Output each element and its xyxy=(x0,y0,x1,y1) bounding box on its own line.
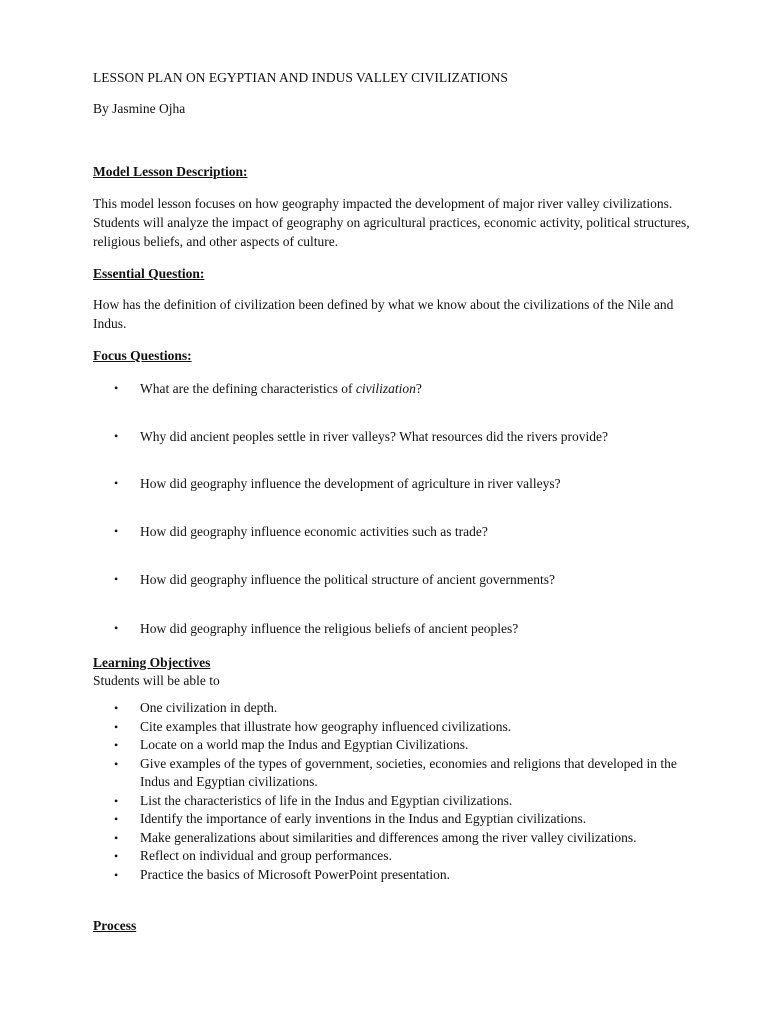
list-item xyxy=(93,570,713,589)
list-item xyxy=(93,792,683,811)
bullet-icon: • xyxy=(114,476,119,490)
list-item xyxy=(93,619,713,638)
focus-question-text: How did geography influence the development of agriculture in river valleys? xyxy=(140,476,561,491)
focus-question-text: How did geography influence the religious beliefs of ancient peoples? xyxy=(140,621,519,636)
bullet-icon: • xyxy=(114,738,119,752)
objective-text: Reflect on individual and group performances. xyxy=(140,848,392,863)
bullet-icon: • xyxy=(114,867,119,882)
document-title: LESSON PLAN ON EGYPTIAN AND INDUS VALLEY CIVILIZATIONS xyxy=(93,70,508,85)
list-item xyxy=(93,427,713,446)
objective-text: Locate on a world map the Indus and Egyptian Civilizations. xyxy=(140,737,469,752)
focus-question-text: How did geography influence economic activities such as trade? xyxy=(140,524,488,539)
bullet-icon: • xyxy=(114,793,119,808)
document-author: By Jasmine Ojha xyxy=(93,101,186,116)
objective-text: One civilization in depth. xyxy=(140,700,278,715)
process-heading: Process xyxy=(93,918,137,933)
focus-question-text: How did geography influence the political structure of ancient governments? xyxy=(140,572,555,587)
objective-text: Give examples of the types of government, societies, economies and religions that developed in the Indus and Egyptian civilizations. xyxy=(140,755,677,789)
objective-text: Cite examples that illustrate how geography influenced civilizations. xyxy=(140,718,512,734)
list-item xyxy=(93,847,683,866)
bullet-icon: • xyxy=(114,381,119,395)
list-item xyxy=(93,829,683,848)
objective-text: Make generalizations about similarities and differences among the river valley civilizations. xyxy=(140,829,637,845)
focus-questions-heading: Focus Questions: xyxy=(93,348,192,363)
learning-objectives-list xyxy=(93,699,683,884)
list-item xyxy=(93,718,683,737)
model-lesson-text: This model lesson focuses on how geography impacted the development of major river valley civilizations. Students will analyze the impact of geography on agricultural practices, economic activity, political structures, religious beliefs, and other aspects of culture. xyxy=(93,196,690,249)
objective-text: Practice the basics of Microsoft PowerPoint presentation. xyxy=(140,866,451,882)
bullet-icon: • xyxy=(114,701,119,715)
bullet-icon: • xyxy=(114,572,119,586)
bullet-icon: • xyxy=(114,719,119,734)
objective-text: List the characteristics of life in the Indus and Egyptian civilizations. xyxy=(140,792,513,808)
list-item xyxy=(93,736,683,755)
focus-question-end: ? xyxy=(415,381,422,396)
focus-question-text: What are the defining characteristics of xyxy=(140,381,356,396)
focus-question-emphasis: civilization xyxy=(355,381,416,396)
bullet-icon: • xyxy=(114,524,119,538)
bullet-icon: • xyxy=(114,849,119,863)
learning-objectives-heading: Learning Objectives xyxy=(93,655,211,670)
bullet-icon: • xyxy=(114,621,119,635)
list-item xyxy=(93,474,713,493)
bullet-icon: • xyxy=(114,812,119,826)
list-item xyxy=(93,699,683,718)
essential-question-heading: Essential Question: xyxy=(93,266,205,281)
list-item xyxy=(93,522,713,541)
bullet-icon: • xyxy=(114,830,119,845)
list-item xyxy=(93,866,683,885)
list-item xyxy=(93,379,713,398)
model-lesson-heading: Model Lesson Description: xyxy=(93,164,248,179)
bullet-icon: • xyxy=(114,429,119,443)
objective-text: Identify the importance of early inventions in the Indus and Egyptian civilizations. xyxy=(140,811,587,826)
focus-question-text: Why did ancient peoples settle in river valleys? What resources did the rivers provide? xyxy=(140,429,608,444)
essential-question-text: How has the definition of civilization been defined by what we know about the civilizations of the Nile and Indus. xyxy=(93,297,674,331)
learning-objectives-intro: Students will be able to xyxy=(93,673,220,688)
list-item xyxy=(93,755,683,792)
list-item xyxy=(93,810,683,829)
bullet-icon: • xyxy=(114,756,119,771)
